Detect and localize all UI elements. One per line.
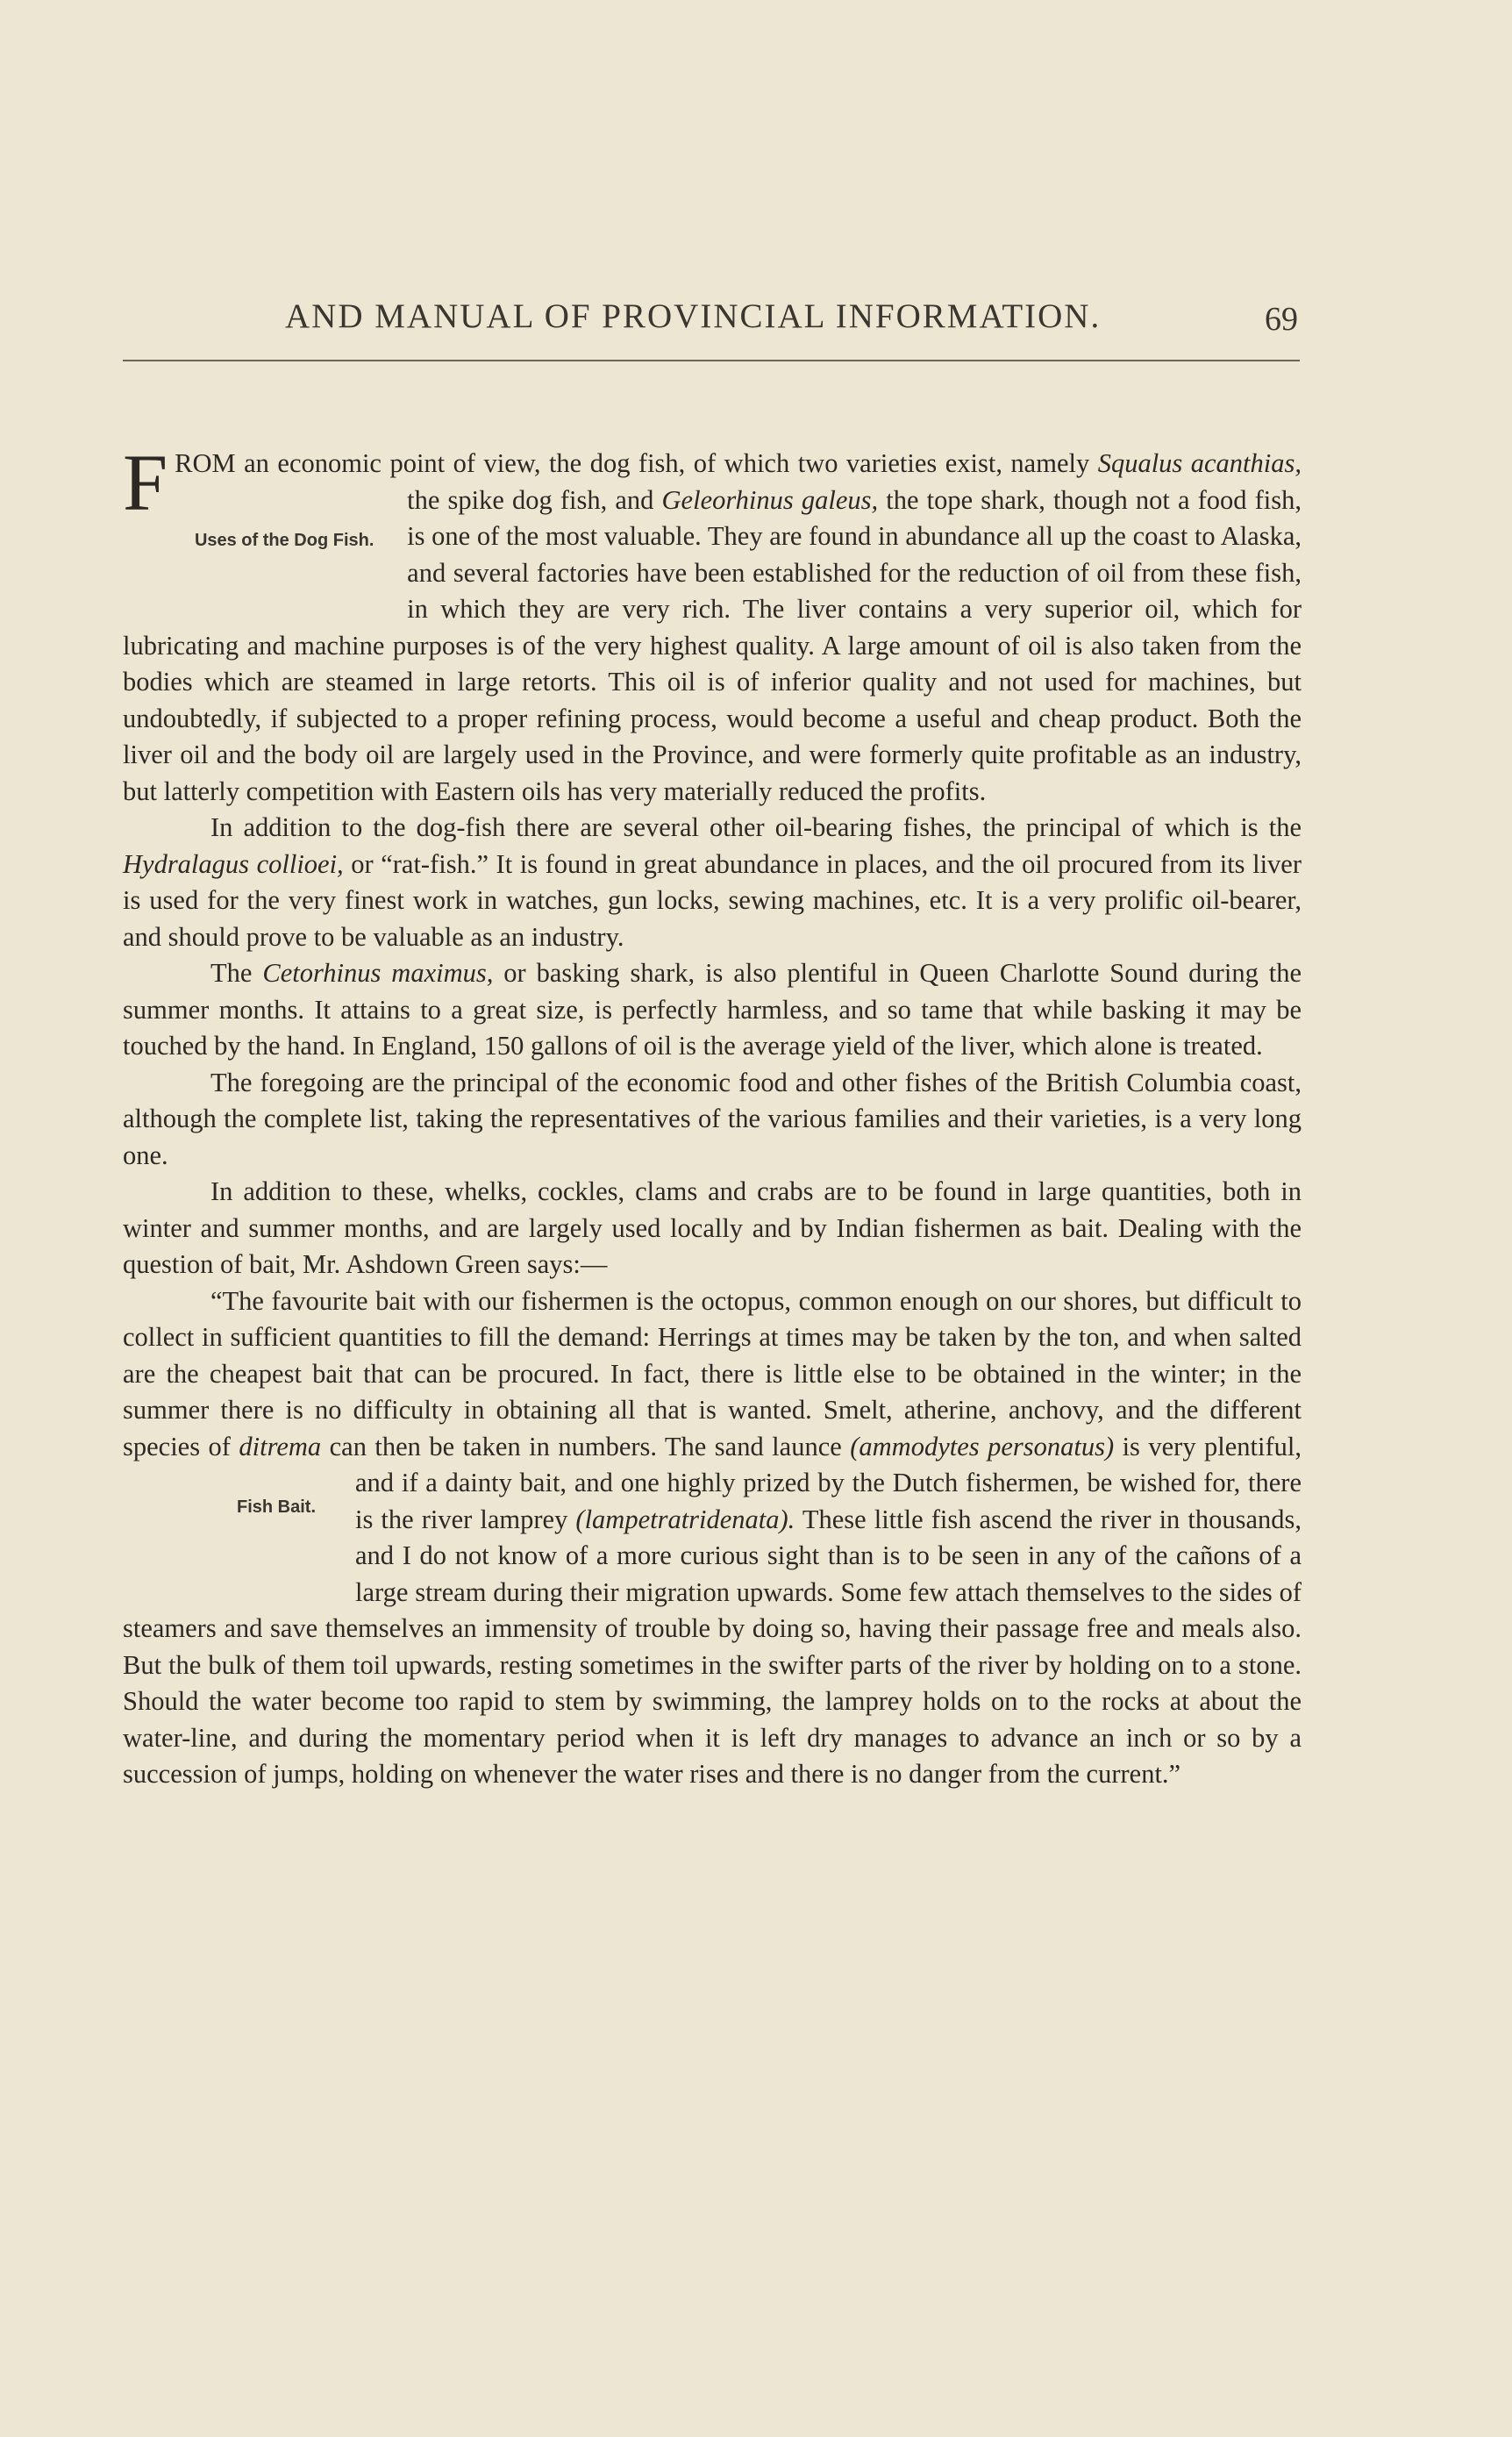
- species-name: Hydralagus collioei,: [123, 848, 344, 879]
- text-run: The foregoing are the principal of the economic food and other fishes of the British Columbia coast, although the complete list, taking the representatives of the various families and their varieties, is a very long one.: [123, 1067, 1302, 1170]
- text-run: ROM an economic point of view, the dog fish, of which two varieties exist, namely: [175, 448, 1098, 478]
- running-head: AND MANUAL OF PROVINCIAL INFORMATION.: [285, 297, 1102, 335]
- text-run: These little fish ascend the river in thousands, and I do not know of a more curious sight than is to be seen in any of the cañons of a large stream during their migration upwards. Some few attach themselves to the sides of steamers and save themselves an immensity of trouble by doing so, having their passage free and meals also. But the bulk of them toil upwards, resting sometimes in the swifter parts of the river by holding on to a stone. Should the water become too rapid to stem by swimming, the lamprey holds on to the rocks at about the water-line, and during the momentary period when it is left dry manages to advance an inch or so by a succession of jumps, holding on whenever the water rises and there is no danger from the current.”: [123, 1504, 1302, 1789]
- page-number: 69: [1265, 301, 1298, 338]
- header-rule: [123, 360, 1300, 361]
- text-run: In addition to the dog-fish there are several other oil-bearing fishes, the principal of which is the: [210, 812, 1302, 842]
- text-run: In addition to these, whelks, cockles, clams and crabs are to be found in large quantities, both in winter and summer months, and are largely used locally and by Indian fishermen as bait. Dealing with the question of bait, Mr. Ashdown Green says:—: [123, 1176, 1302, 1279]
- species-name: Geleorhinus galeus,: [661, 484, 879, 515]
- text-run: the spike dog fish, and: [407, 484, 662, 515]
- paragraph-dog-fish: [123, 438, 1302, 810]
- paragraph-rat-fish: [123, 810, 1302, 955]
- margin-note-text: Fish Bait.: [236, 1497, 316, 1517]
- species-name: Squalus acanthias,: [1097, 448, 1302, 478]
- text-run: or “rat-fish.” It is found in great abundance in places, and the oil procured from its liver is used for the very finest work in watches, gun locks, sewing machines, etc. It is a very prolific oil-bearer, and should prove to be valuable as an industry.: [123, 848, 1302, 952]
- text-run: or basking shark, is also plentiful in Queen Charlotte Sound during the summer months. It attains to a great size, is perfectly harmless, and so tame that while basking it may be touched by the hand. In England, 150 gallons of oil is the average yield of the liver, which alone is treated.: [123, 958, 1302, 1061]
- margin-note-dog-fish: [175, 482, 407, 628]
- text-run: The: [210, 958, 263, 988]
- margin-note-fish-bait: [123, 1465, 355, 1576]
- body-text: [123, 438, 1302, 1793]
- text-run: the tope shark, though not a food fish, is one of the most valuable. They are found in abundance all up the coast to Alaska, and several factories have been established for the reduction of oil from these fish, in which they are very rich. The liver contains a very superior oil, which for lubricating and machine purposes is of the very highest quality. A large amount of oil is also taken from the bodies which are steamed in large retorts. This oil is of inferior quality and not used for machines, but undoubtedly, if subjected to a proper refining process, would become a useful and cheap product. Both the liver oil and the body oil are largely used in the Province, and were formerly quite profitable as an industry, but latterly competition with Eastern oils has very materially reduced the profits.: [123, 484, 1302, 806]
- margin-note-text: Uses of the Dog Fish.: [194, 530, 374, 550]
- paragraph-quotation: [123, 1283, 1302, 1793]
- species-name: ditrema: [239, 1431, 322, 1461]
- text-run: “The favourite bait with our fishermen is the octopus, common enough on our shores, but difficult to collect in sufficient quantities to fill the demand: Herrings at times may be taken by the ton, and when salted are the cheapest bait that can be procured. In fact, there is little else to be obtained in the winter; in the summer there is no difficulty in obtaining all that is wanted. Smelt, atherine, anchovy, and the different species of: [123, 1285, 1302, 1461]
- page-header: [123, 297, 1298, 349]
- paragraph-basking-shark: [123, 955, 1302, 1065]
- species-name: Cetorhinus maximus,: [262, 958, 494, 988]
- paragraph-shellfish: [123, 1174, 1302, 1283]
- species-name: (lampetratridenata).: [575, 1504, 795, 1534]
- text-run: can then be taken in numbers. The sand launce: [321, 1431, 851, 1461]
- species-name: (ammodytes personatus): [850, 1431, 1115, 1461]
- text-run: is very plentiful, and if a dainty bait, and one highly prized by the Dutch fishermen, be wished for, there is the river lamprey: [355, 1431, 1302, 1534]
- paragraph-foregoing: [123, 1065, 1302, 1175]
- drop-cap: F: [123, 438, 168, 527]
